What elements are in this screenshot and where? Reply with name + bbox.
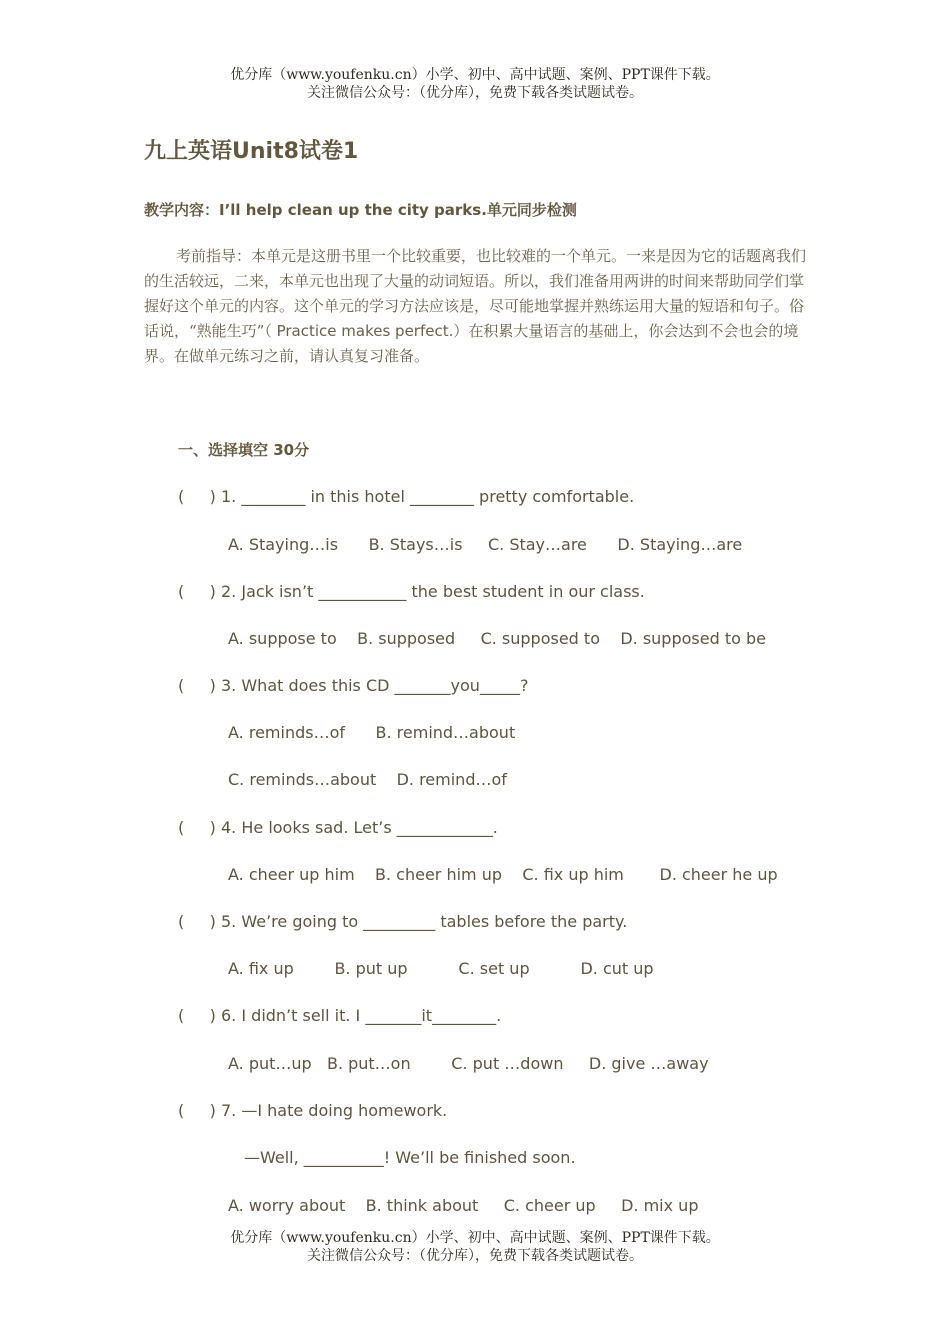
header-line-2: 关注微信公众号：（优分库），免费下载各类试题试卷。 — [307, 85, 643, 101]
header-line-1: 优分库（www.youfenku.cn）小学、初中、高中试题、案例、PPT课件下载。 — [230, 67, 720, 83]
question-7-reply: —Well, __________! We’ll be finished soon. — [244, 1148, 576, 1167]
page-footer — [0, 1229, 950, 1265]
question-3-options-a-b: A. reminds…of B. remind…about — [228, 723, 516, 742]
document-subtitle: 教学内容：I’ll help clean up the city parks.单元同步检测 — [144, 201, 577, 219]
guide-text-part2: ）在积累大量语言的基础上，你会达到不会也会的境界。在做单元练习之前，请认真复习准备。 — [144, 322, 799, 365]
page-header — [0, 66, 950, 102]
guide-text-part1: 考前指导：本单元是这册书里一个比较重要，也比较难的一个单元。一来是因为它的话题离我们的生活较远，二来，本单元也出现了大量的动词短语。所以，我们准备用两讲的时间来帮助同学们掌握好这个单元的内容。这个单元的学习方法应该是，尽可能地掌握并熟练运用大量的短语和句子。俗话说，“熟能生巧”（ — [144, 247, 807, 340]
exam-guide-paragraph — [144, 244, 810, 369]
question-5-options: A. fix up B. put up C. set up D. cut up — [228, 959, 654, 978]
question-7-options: A. worry about B. think about C. cheer up D. mix up — [228, 1196, 699, 1215]
footer-line-2: 关注微信公众号：（优分库），免费下载各类试题试卷。 — [307, 1248, 643, 1264]
question-6-stem: ( ) 6. I didn’t sell it. I _______it________. — [178, 1006, 502, 1025]
question-3-stem: ( ) 3. What does this CD _______you_____? — [178, 676, 529, 695]
question-1-stem: ( ) 1. ________ in this hotel ________ pretty comfortable. — [178, 487, 635, 506]
guide-english-proverb: Practice makes perfect. — [271, 322, 454, 340]
document-title: 九上英语Unit8试卷1 — [144, 139, 359, 164]
question-5-stem: ( ) 5. We’re going to _________ tables before the party. — [178, 912, 628, 931]
question-4-options: A. cheer up him B. cheer him up C. fix up him D. cheer he up — [228, 865, 778, 884]
question-1-options: A. Staying…is B. Stays…is C. Stay…are D. Staying…are — [228, 535, 743, 554]
question-2-options: A. suppose to B. supposed C. supposed to D. supposed to be — [228, 629, 766, 648]
footer-line-1: 优分库（www.youfenku.cn）小学、初中、高中试题、案例、PPT课件下载。 — [230, 1230, 720, 1246]
question-6-options: A. put…up B. put…on C. put …down D. give …away — [228, 1054, 709, 1073]
question-2-stem: ( ) 2. Jack isn’t ___________ the best student in our class. — [178, 582, 645, 601]
section-heading: 一、选择填空 30分 — [178, 441, 310, 459]
question-7-stem: ( ) 7. —I hate doing homework. — [178, 1101, 448, 1120]
question-4-stem: ( ) 4. He looks sad. Let’s ____________. — [178, 818, 498, 837]
question-3-options-c-d: C. reminds…about D. remind…of — [228, 770, 507, 789]
